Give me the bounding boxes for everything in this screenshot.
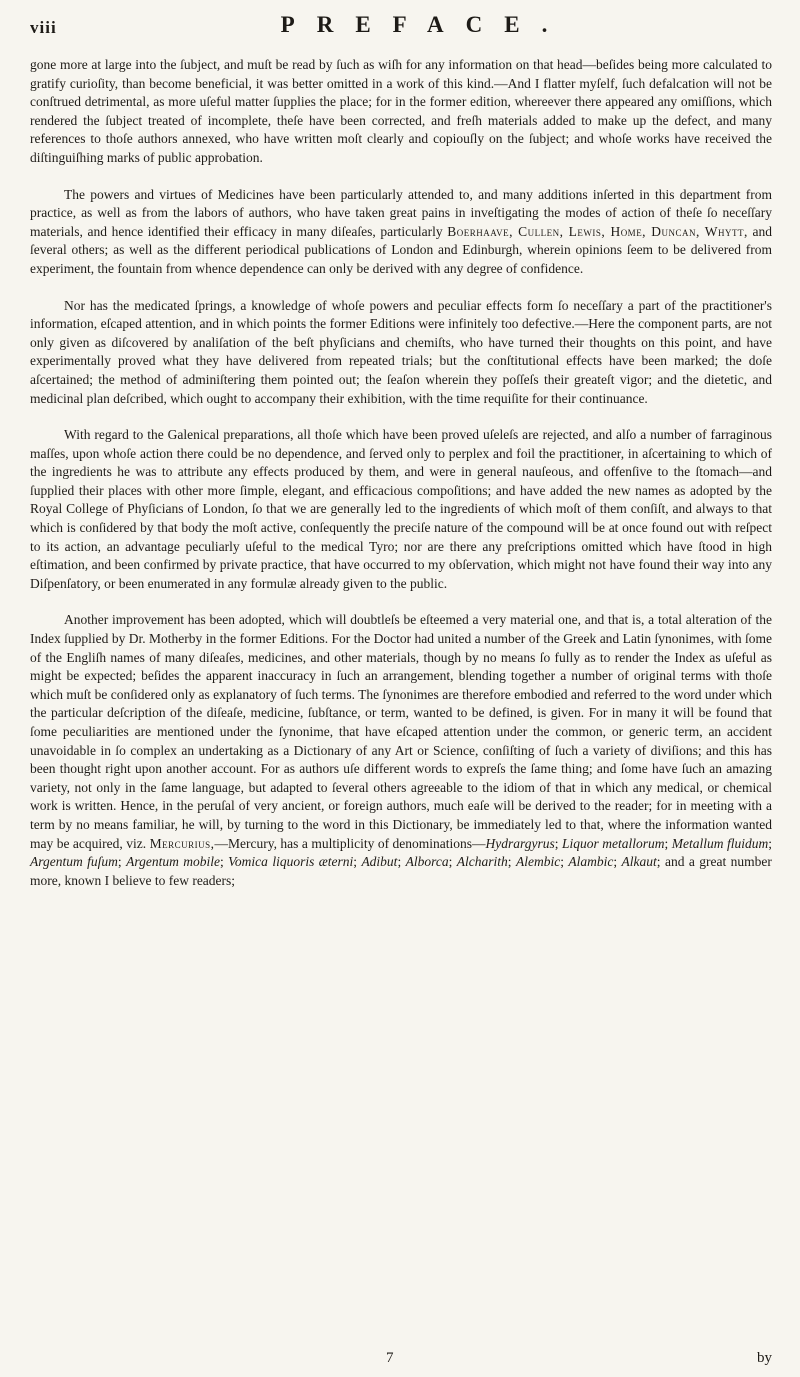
running-title: PREFACE. (280, 12, 570, 37)
catchword: by (757, 1350, 772, 1366)
text-run: ; (117, 854, 127, 870)
text-run: With regard to the Galenical preparations, all thoſe which have been proved uſeleſs are rejected, and alſo a number of farraginous maſſes, upon whoſe action there could be no dependence, and ſerved only to perplex and foil the practitioner, in aſcertaining to which of the ingredients he was to attribute any effects produced by them, and were in general nauſeous, and offenſive to the ſtomach—and ſupplied their places with other more ſimple, elegant, and efficacious compoſitions; and have added the new names as adopted by the Royal College of Phyſicians of London, ſo that we are generally led to the ingredients of which moſt of them conſiſt, and always to that which is conſidered by that body the moſt active, conſequently the preciſe nature of the compound will be at once found out with reſpect to its action, an advantage peculiarly uſeful to the medical Tyro; nor are there any preſcriptions omitted which have ſtood in high eſtimation, and been confirmed by private practice, that have occurred to my obſervation, which might not have found their way into any Diſpenſatory, or been enumerated in any formulæ already given to the public. (30, 427, 772, 591)
italic-term: Argentum mobile (126, 854, 220, 870)
italic-term: Liquor metallorum (562, 835, 665, 851)
text-run: Nor has the medicated ſprings, a knowledge of whoſe powers and peculiar effects form ſo neceſſary a part of the practitioner's information, eſcaped attention, and in which points the former Editions were infinitely too defective.—Here the component parts, are not only given as diſcovered by analiſation of the beſt phyſicians and chemiſts, who have turned their thoughts on this point, and have experimentally proved what they have delivered from repeated trials; but the conſtitutional effects have been marked; the doſe aſcertained; the method of adminiſtering them pointed out; the ſeaſon wherein they poſſeſs their greateſt vigor; and the dietetic, and medicinal plan deſcribed, which ought to accompany their exhibition, with the time requiſite for their continuance. (30, 297, 772, 406)
text-run: ; (554, 835, 563, 851)
small-caps-name: Mercurius, (149, 835, 215, 851)
italic-term: Argentum fuſum (30, 854, 118, 870)
page-header (30, 10, 770, 40)
italic-term: Alborca (405, 854, 449, 870)
text-run: ; (768, 835, 772, 851)
paragraph (30, 611, 772, 890)
text-run: ; (664, 835, 672, 851)
signature-mark: 7 (386, 1350, 394, 1366)
text-run: ; (448, 854, 457, 870)
text-run: ; (613, 854, 622, 870)
italic-term: Adibut (361, 854, 398, 870)
paragraph (30, 186, 772, 279)
text-run: and ſeveral others; as well as the different periodical publications of London and Edinburgh, wherein opinions ſeem to be delivered from experiment, the fountain from whence dependence can only be derived with any degree of confidence. (30, 223, 772, 276)
text-run: ; (507, 854, 516, 870)
text-run: Another improvement has been adopted, which will doubtleſs be eſteemed a very material one, and that is, a total alteration of the Index ſupplied by Dr. Motherby in the former Editions. For the Doctor had united a number of the Greek and Latin ſynonimes, with ſome of the Engliſh names of many diſeaſes, medicines, and other materials, though by no means ſo fully as to render the Index as uſeful as might be expected; beſides the apparent inaccuracy in ſuch an arrangement, blending together a number of original terms with thoſe which muſt be conſidered only as explanatory of ſuch terms. The ſynonimes are therefore embodied and referred to the word under which the particular deſcription of the diſeaſe, medicine, ſubſtance, or term, wanted to be defined, is given. For in many it will be found that ſome peculiarities are mentioned under the ſynonime, that have eſcaped attention under the common, or generic term, an accident unavoidable in ſo complex an undertaking as a Dictionary of any Art or Science, conſiſting of ſuch a variety of diviſions; and this has been thought right upon another account. For as authors uſe different words to expreſs the ſame thing; and ſome have ſuch an amazing variety, not only in the ſame language, but adapted to ſeveral others agreeable to the idiom of that in which any medical, or chemical work is written. Hence, in the peruſal of very ancient, or foreign authors, much eaſe will be derived to the reader; for in meeting with a term by no means familiar, he will, by turning to the word in this Dictionary, be immediately led to that, where the information wanted may be acquired, viz. (30, 612, 772, 851)
small-caps-name: Boerhaave, Cullen, Lewis, Home, Duncan, Whytt, (447, 223, 748, 239)
body-text (30, 56, 772, 908)
italic-term: Metallum fluidum (671, 835, 769, 851)
page-number: viii (30, 18, 57, 37)
italic-term: Alcharith (456, 854, 508, 870)
paragraph (30, 56, 772, 168)
text-run: ; and a great number more, known I believe to few readers; (30, 854, 772, 888)
text-run: ; (560, 854, 569, 870)
italic-term: Alembic (515, 854, 561, 870)
text-run: ; (220, 854, 229, 870)
text-run: gone more at large into the ſubject, and muſt be read by ſuch as wiſh for any information on that head—beſides being more calculated to gratify curioſity, than become beneficial, it was better omitted in a work of this kind.—And I flatter myſelf, ſuch defalcation will not be conſtrued detrimental, as more uſeful matter ſupplies the place; for in the former edition, whereever there appeared any omiſſions, which rendered the ſubject treated of incomplete, theſe have been corrected, and freſh materials added to make up the defect, and many references to thoſe authors annexed, who have written moſt clearly and copiouſly on the ſubject; and whoſe works have received the diſtinguiſhing marks of public approbation. (30, 57, 772, 165)
text-run: The powers and virtues of Medicines have been particularly attended to, and many additions inſerted in this department from practice, as well as from the labors of authors, who have taken great pains in inveſtigating the modes of action of theſe ſo neceſſary materials, and hence identified their efficacy in many diſeaſes, particularly (30, 186, 772, 239)
paragraph (30, 297, 772, 409)
paragraph (30, 426, 772, 593)
text-run: ; (353, 854, 362, 870)
italic-term: Alkaut (621, 854, 657, 870)
italic-term: Hydrargyrus (485, 835, 555, 851)
italic-term: Vomica liquoris æterni (228, 854, 354, 870)
page-footer (30, 1350, 772, 1372)
text-run: —Mercury, has a multiplicity of denominations— (214, 835, 486, 851)
text-run: ; (397, 854, 406, 870)
italic-term: Alambic (568, 854, 614, 870)
